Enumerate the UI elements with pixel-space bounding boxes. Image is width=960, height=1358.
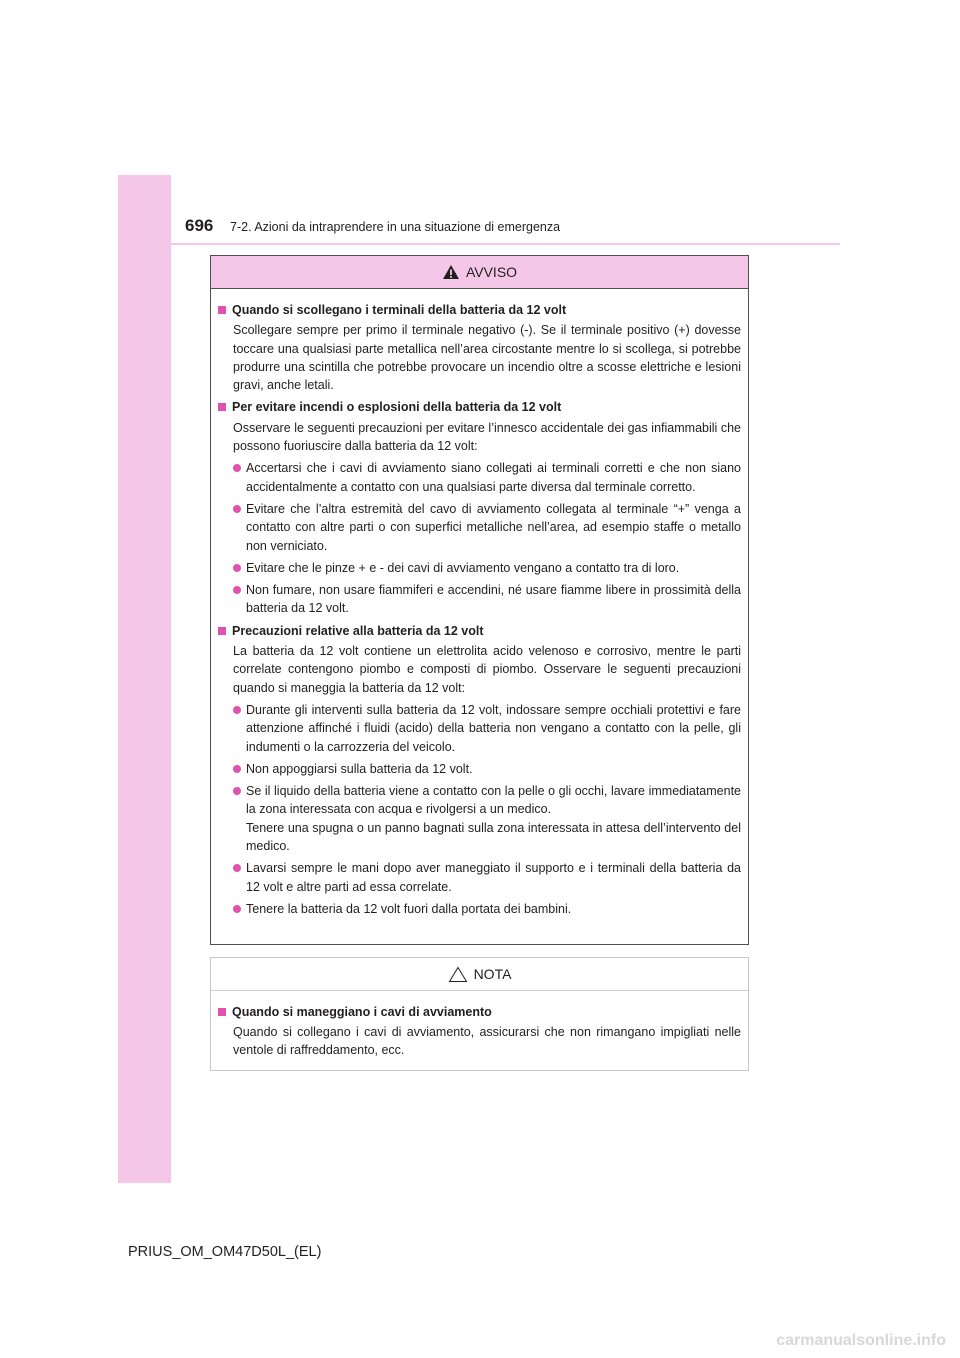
section-heading: [218, 301, 741, 319]
dot-bullet-icon: [233, 905, 241, 913]
list-item: [218, 859, 741, 896]
section-paragraph: Osservare le seguenti precauzioni per evitare l’innesco accidentale dei gas infiammabili che possono fuoriuscire dalla batteria da 12 volt:: [233, 420, 741, 454]
section-title: 7-2. Azioni da intraprendere in una situazione di emergenza: [230, 220, 561, 234]
square-bullet-icon: [218, 1008, 226, 1016]
list-item: [218, 581, 741, 618]
section-heading-text: Quando si maneggiano i cavi di avviamento: [232, 1005, 492, 1019]
notice-box: [210, 957, 749, 1071]
list-item-text: Accertarsi che i cavi di avviamento siano collegati ai terminali corretti e che non siano accidentalmente a contatto con una qualsiasi parte diversa dal terminale corretto.: [246, 461, 741, 494]
watermark: carmanualsonline.info: [776, 1332, 946, 1349]
warning-box: [210, 255, 749, 945]
list-item-text: Evitare che le pinze + e - dei cavi di avviamento vengano a contatto tra di loro.: [246, 560, 680, 575]
warning-body: [211, 289, 748, 918]
square-bullet-icon: [218, 403, 226, 411]
dot-bullet-icon: [233, 787, 241, 795]
warning-section: [218, 301, 741, 394]
dot-bullet-icon: [233, 864, 241, 872]
list-item: [218, 459, 741, 496]
list-item-text: Non appoggiarsi sulla batteria da 12 volt.: [246, 761, 473, 776]
dot-bullet-icon: [233, 706, 241, 714]
square-bullet-icon: [218, 306, 226, 314]
warning-header: [211, 256, 748, 289]
notice-title: NOTA: [473, 966, 512, 982]
list-item: [218, 559, 741, 577]
dot-bullet-icon: [233, 464, 241, 472]
square-bullet-icon: [218, 627, 226, 635]
warning-title: AVVISO: [465, 264, 518, 280]
notice-header: [211, 958, 748, 991]
page-number: 696: [185, 216, 214, 235]
document-code: PRIUS_OM_OM47D50L_(EL): [128, 1244, 322, 1260]
dot-bullet-icon: [233, 765, 241, 773]
section-paragraph: Scollegare sempre per primo il terminale negativo (-). Se il terminale positivo (+) dovesse toccare una qualsiasi parte metallica nell’area circostante mentre lo si scollega, si potrebbe produrre una scintilla che potrebbe provocare un incendio oltre a scosse elettriche e lesioni gravi, anche letali.: [233, 323, 741, 393]
dot-bullet-icon: [233, 564, 241, 572]
warning-triangle-icon: [442, 264, 460, 280]
warning-section: [218, 398, 741, 617]
list-item-text: Evitare che l’altra estremità del cavo di avviamento collegata al terminale “+” venga a contatto con altre parti o con superfici metalliche nell’area, ad esempio staffe o metallo non verniciato.: [246, 501, 741, 553]
list-item-text: [246, 782, 741, 855]
section-heading-text: Per evitare incendi o esplosioni della batteria da 12 volt: [232, 400, 562, 415]
section-heading: [218, 622, 741, 640]
list-item: [218, 701, 741, 756]
list-item-text: Non fumare, non usare fiammiferi e accendini, né usare fiamme libere in prossimità della batteria da 12 volt.: [246, 583, 741, 616]
section-paragraph: La batteria da 12 volt contiene un elettrolita acido velenoso e corrosivo, mentre le parti correlate contengono piombo e composti di piombo. Osservare le seguenti precauzioni quando si maneggia la batteria da 12 volt:: [233, 644, 741, 695]
warning-section: [218, 622, 741, 918]
section-heading: [218, 1003, 741, 1021]
list-item-line: Tenere una spugna o un panno bagnati sulla zona interessata in attesa dell’intervento del medico.: [246, 820, 741, 854]
list-item-line: Se il liquido della batteria viene a contatto con la pelle o gli occhi, lavare immediatamente la zona interessata con acqua e rivolgersi a un medico.: [246, 784, 741, 817]
section-paragraph: Quando si collegano i cavi di avviamento, assicurarsi che non rimangano impigliati nelle ventole di raffreddamento, ecc.: [233, 1025, 741, 1057]
side-band: [118, 175, 171, 1183]
list-item: [218, 782, 741, 855]
list-item: [218, 760, 741, 778]
list-item: [218, 500, 741, 555]
dot-bullet-icon: [233, 586, 241, 594]
list-item-text: Lavarsi sempre le mani dopo aver maneggiato il supporto e i terminali della batteria da 12 volt e altre parti ad essa correlate.: [246, 861, 741, 894]
header-rule: [171, 243, 840, 245]
notice-body: [211, 991, 748, 1059]
list-item-text: Durante gli interventi sulla batteria da 12 volt, indossare sempre occhiali protettivi e fare attenzione affinché i fluidi (acido) della batteria non vengano a contatto con la pelle, gli indumenti o la carrozzeria del veicolo.: [246, 702, 741, 754]
list-item-text: Tenere la batteria da 12 volt fuori dalla portata dei bambini.: [246, 901, 572, 916]
section-heading-text: Precauzioni relative alla batteria da 12 volt: [232, 623, 484, 638]
section-heading-text: Quando si scollegano i terminali della batteria da 12 volt: [232, 303, 567, 317]
outline-triangle-icon: [448, 966, 468, 983]
list-item: [218, 900, 741, 918]
dot-bullet-icon: [233, 505, 241, 513]
section-heading: [218, 398, 741, 416]
